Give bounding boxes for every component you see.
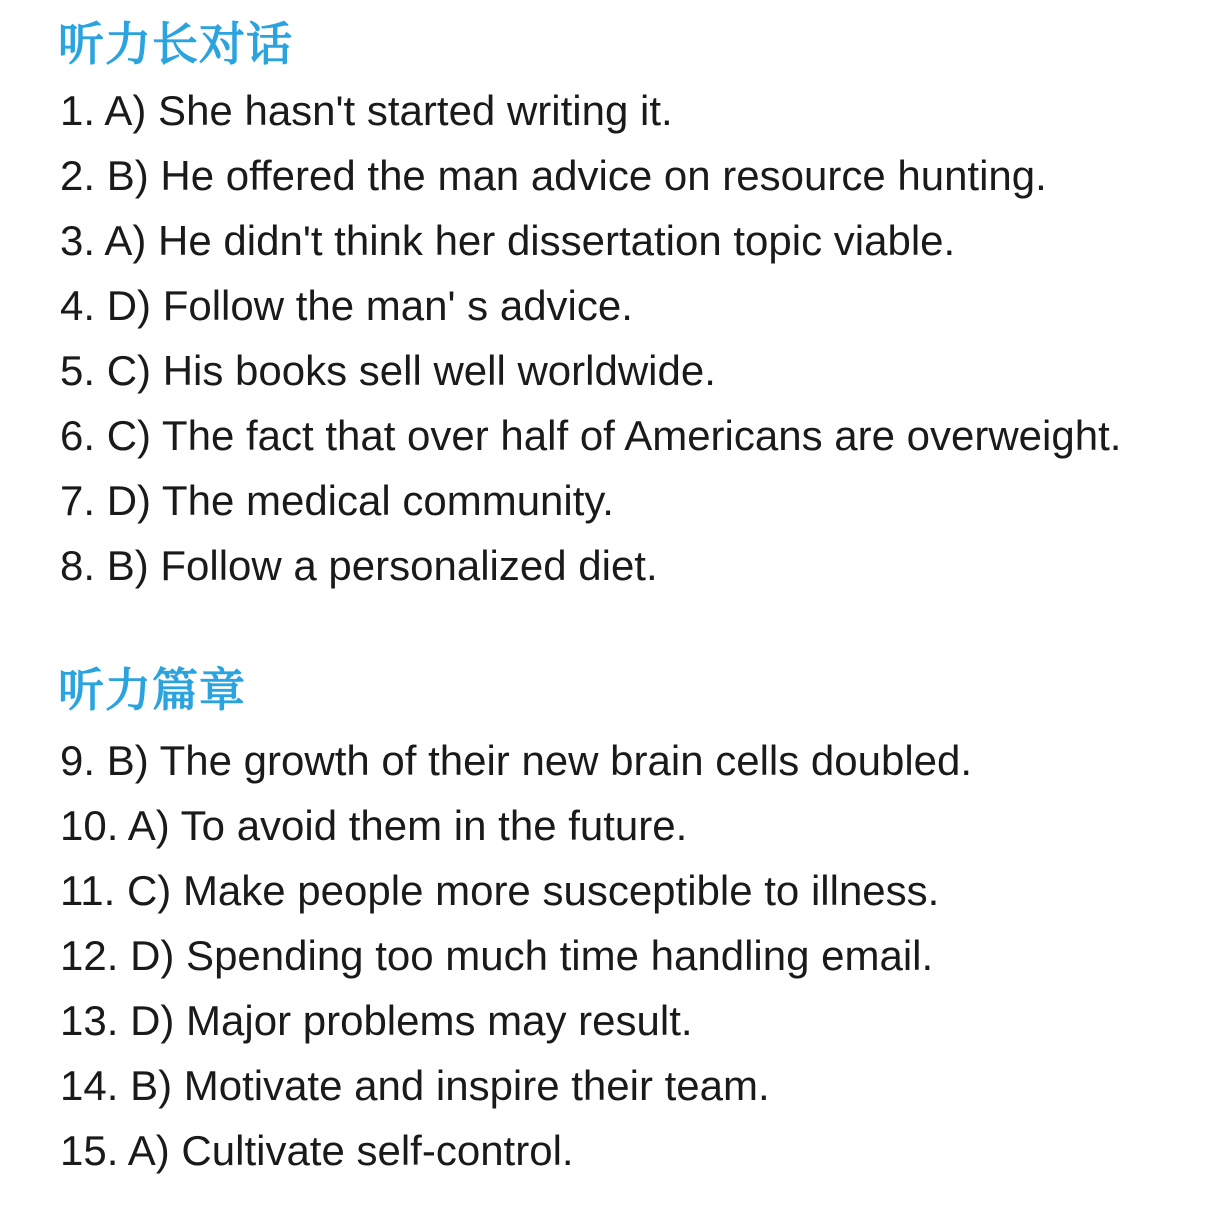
- answer-text: A) Cultivate self-control.: [127, 1127, 574, 1174]
- answer-item-1: [60, 78, 1121, 143]
- answer-item-5: [60, 338, 1121, 403]
- answer-number: 12.: [60, 932, 119, 979]
- answer-text: B) The growth of their new brain cells doubled.: [106, 737, 973, 784]
- answer-number: 1.: [60, 87, 96, 134]
- answer-text: C) Make people more susceptible to illness.: [126, 867, 940, 914]
- answer-number: 8.: [60, 542, 96, 589]
- answer-text: C) The fact that over half of Americans are overweight.: [106, 412, 1122, 459]
- answer-number: 3.: [60, 217, 96, 264]
- answer-number: 4.: [60, 282, 96, 329]
- answer-text: A) She hasn't started writing it.: [104, 87, 673, 134]
- answer-list-passages: [60, 728, 972, 1183]
- answer-number: 9.: [60, 737, 96, 784]
- answer-text: D) The medical community.: [106, 477, 614, 524]
- answer-text: B) He offered the man advice on resource hunting.: [106, 152, 1047, 199]
- answer-number: 14.: [60, 1062, 119, 1109]
- answer-number: 11.: [60, 867, 116, 914]
- answer-item-3: [60, 208, 1121, 273]
- answer-list-long-conversations: [60, 78, 1121, 598]
- answer-item-8: [60, 533, 1121, 598]
- answer-text: D) Major problems may result.: [130, 997, 693, 1044]
- answer-item-6: [60, 403, 1121, 468]
- answer-item-7: [60, 468, 1121, 533]
- answer-text: C) His books sell well worldwide.: [106, 347, 716, 394]
- answer-item-13: [60, 988, 972, 1053]
- answer-number: 6.: [60, 412, 96, 459]
- answer-item-11: [60, 858, 972, 923]
- answer-number: 2.: [60, 152, 96, 199]
- answer-item-9: [60, 728, 972, 793]
- answer-text: D) Follow the man' s advice.: [106, 282, 633, 329]
- answer-number: 7.: [60, 477, 96, 524]
- answer-number: 10.: [60, 802, 119, 849]
- answer-number: 13.: [60, 997, 119, 1044]
- answer-item-4: [60, 273, 1121, 338]
- answer-item-12: [60, 923, 972, 988]
- answer-item-15: [60, 1118, 972, 1183]
- section-title-passages: 听力篇章: [58, 663, 246, 717]
- answer-text: D) Spending too much time handling email.: [130, 932, 934, 979]
- answer-text: B) Motivate and inspire their team.: [130, 1062, 770, 1109]
- section-title-long-conversations: 听力长对话: [58, 17, 293, 71]
- answer-number: 5.: [60, 347, 96, 394]
- answer-item-14: [60, 1053, 972, 1118]
- answer-text: B) Follow a personalized diet.: [106, 542, 658, 589]
- answer-item-10: [60, 793, 972, 858]
- answer-item-2: [60, 143, 1121, 208]
- answer-text: A) He didn't think her dissertation topic viable.: [104, 217, 956, 264]
- answer-number: 15.: [60, 1127, 119, 1174]
- answer-text: A) To avoid them in the future.: [127, 802, 688, 849]
